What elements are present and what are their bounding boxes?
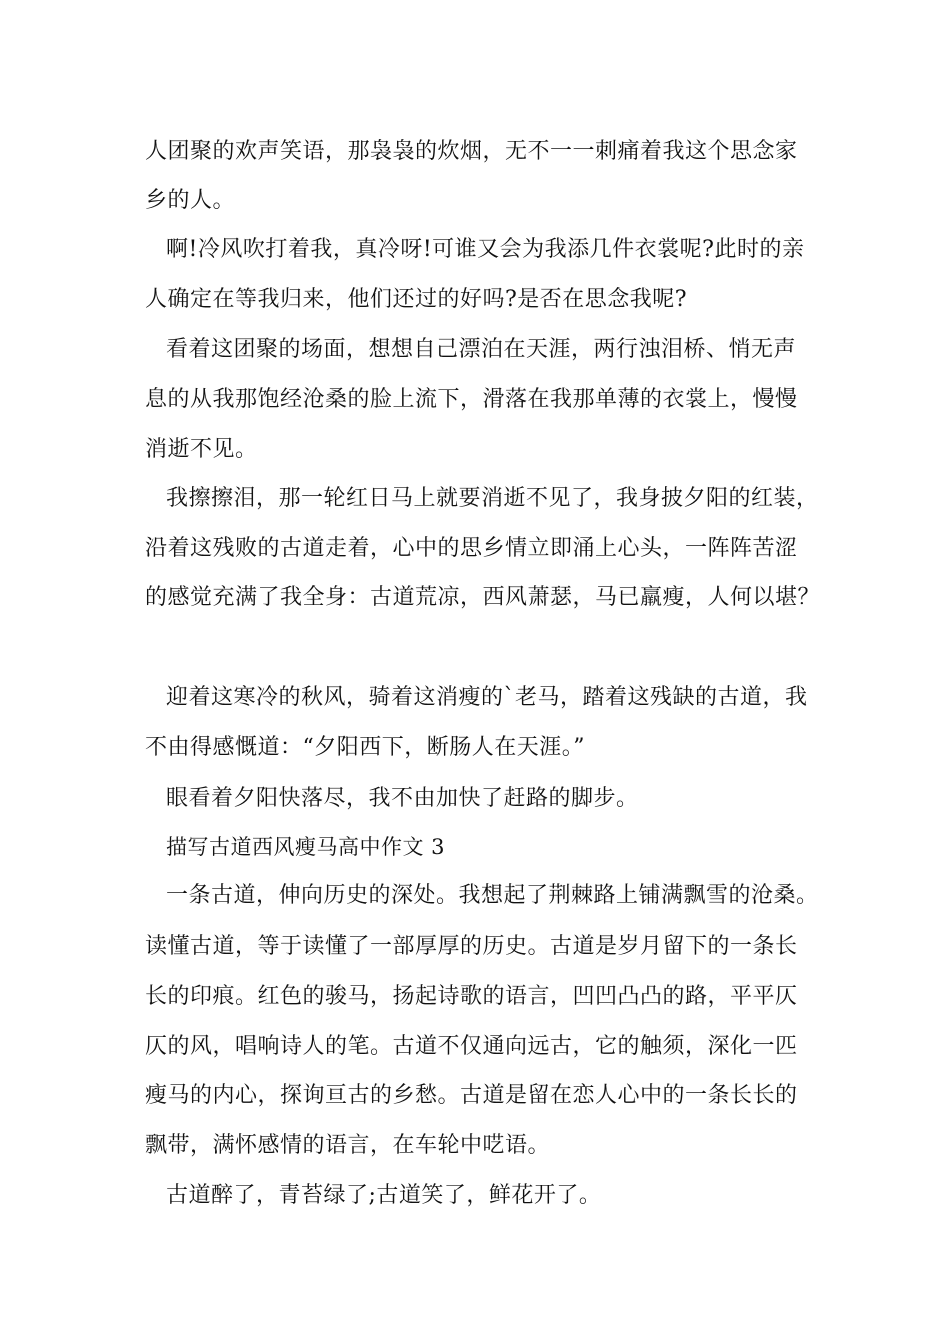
paragraph-line: 一条古道，伸向历史的深处。我想起了荆棘路上铺满飘雪的沧桑。 (166, 883, 819, 908)
paragraph-line: 看着这团聚的场面，想想自己漂泊在天涯，两行浊泪桥、悄无声 (166, 337, 797, 362)
paragraph-line: 古道醉了，青苔绿了;古道笑了，鲜花开了。 (166, 1183, 602, 1208)
text-line: 人团聚的欢声笑语，那袅袅的炊烟，无不一一刺痛着我这个思念家 (145, 139, 798, 164)
text-line: 飘带，满怀感情的语言，在车轮中呓语。 (145, 1133, 551, 1158)
text-line: 瘦马的内心，探询亘古的乡愁。古道是留在恋人心中的一条长长的 (145, 1083, 798, 1108)
text-line: 乡的人。 (145, 188, 236, 213)
section-heading: 描写古道西风瘦马高中作文 3 (166, 835, 446, 859)
text-line: 不由得感慨道：“夕阳西下，断肠人在天涯。” (145, 735, 585, 760)
paragraph-line: 我擦擦泪，那一轮红日马上就要消逝不见了，我身披夕阳的红装， (166, 486, 819, 511)
paragraph-line: 啊!冷风吹打着我，真冷呀!可谁又会为我添几件衣裳呢?此时的亲 (166, 237, 805, 262)
text-line: 仄的风，唱响诗人的笔。古道不仅通向远古，它的触须，深化一匹 (145, 1034, 798, 1059)
text-line: 息的从我那饱经沧桑的脸上流下，滑落在我那单薄的衣裳上，慢慢 (145, 387, 798, 412)
text-line: 沿着这残败的古道走着，心中的思乡情立即涌上心头，一阵阵苦涩 (145, 536, 798, 561)
paragraph-line: 眼看着夕阳快落尽，我不由加快了赶路的脚步。 (166, 786, 639, 811)
text-line: 人确定在等我归来，他们还过的好吗?是否在思念我呢? (145, 287, 688, 312)
paragraph-line: 迎着这寒冷的秋风，骑着这消瘦的`老马，踏着这残缺的古道，我 (166, 685, 808, 710)
text-line: 消逝不见。 (145, 437, 258, 462)
text-line: 的感觉充满了我全身：古道荒凉，西风萧瑟，马已羸瘦，人何以堪？ (145, 585, 821, 610)
text-line: 长的印痕。红色的骏马，扬起诗歌的语言，凹凹凸凸的路，平平仄 (145, 984, 798, 1009)
text-line: 读懂古道，等于读懂了一部厚厚的历史。古道是岁月留下的一条长 (145, 934, 798, 959)
